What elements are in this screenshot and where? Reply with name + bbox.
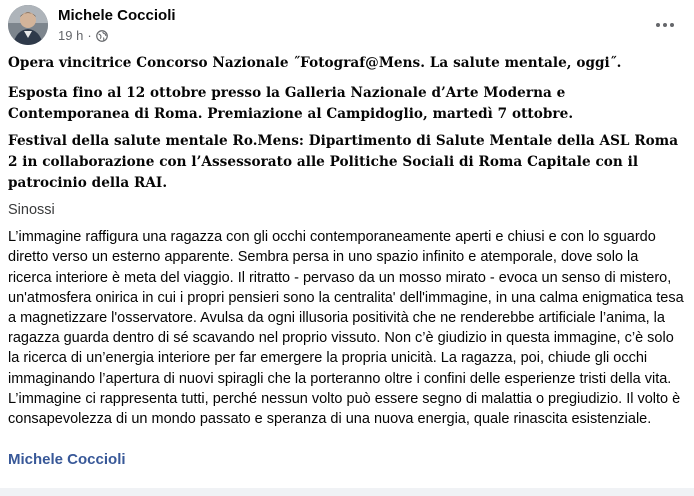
post-header [8,4,688,48]
post-time[interactable]: 19 h [58,28,84,43]
post-meta [58,28,108,43]
more-options-button[interactable] [650,10,680,40]
globe-icon[interactable] [96,30,108,42]
author-avatar[interactable] [8,5,48,45]
post-body-text: L’immagine raffigura una ragazza con gli occhi contemporaneamente aperti e chiusi e con lo sguardo diretto verso un esterno apparente. Sembra persa in uno spazio infinito e atemporale, dove solo la ricerca interiore è meta del viaggio. Il ritratto - pervaso da un mosso mirato - evoca un senso di mistero, un'atmosfera onirica in cui i propri pensieri sono la centralita' dell'immagine, in una calma enigmatica tesa a magnetizzare l'osservatore. Avulsa da ogni illusoria positività che ne renderebbe artificiale l’anima, la ragazza guarda dentro di sé scavando nel proprio vissuto. Non c’è giudizio in questa immagine, c’è solo la ricerca di un’energia interiore per far emergere la propria unicità. La ragazza, poi, chiude gli occhi immaginando l’apertura di nuovi spiragli che la porteranno oltre i confini delle esperienze tristi della vita. L’immagine ci rappresenta tutti, perché nessun volto può essere segno di malattia o pregiudizio. Il volto è consapevolezza di un mondo passato e speranza di una nuova energia, quale rinascita esistenziale. [8,229,684,428]
post-paragraph-title: Opera vincitrice Concorso Nazionale ˝Fotograf@Mens. La salute mentale, oggi˝. [8,55,622,71]
post-paragraph-festival: Festival della salute mentale Ro.Mens: Dipartimento di Salute Mentale della ASL Roma 2 in collaborazione con l’Assessorato alle Politiche Sociali di Roma Capitale con il patrocinio della RAI. [8,133,679,191]
avatar-photo [8,5,48,45]
post-content [8,53,684,429]
post-author[interactable]: Michele Coccioli [58,7,176,24]
more-horizontal-icon [655,22,675,28]
post-bottom-divider [0,488,694,496]
post-paragraph-exhibition: Esposta fino al 12 ottobre presso la Galleria Nazionale d’Arte Moderna e Contemporanea di Roma. Premiazione al Campidoglio, martedì 7 ottobre. [8,85,574,122]
meta-separator: · [87,28,92,43]
post-signature-link[interactable]: Michele Coccioli [8,451,126,468]
post-sinossi-heading: Sinossi [8,202,55,218]
